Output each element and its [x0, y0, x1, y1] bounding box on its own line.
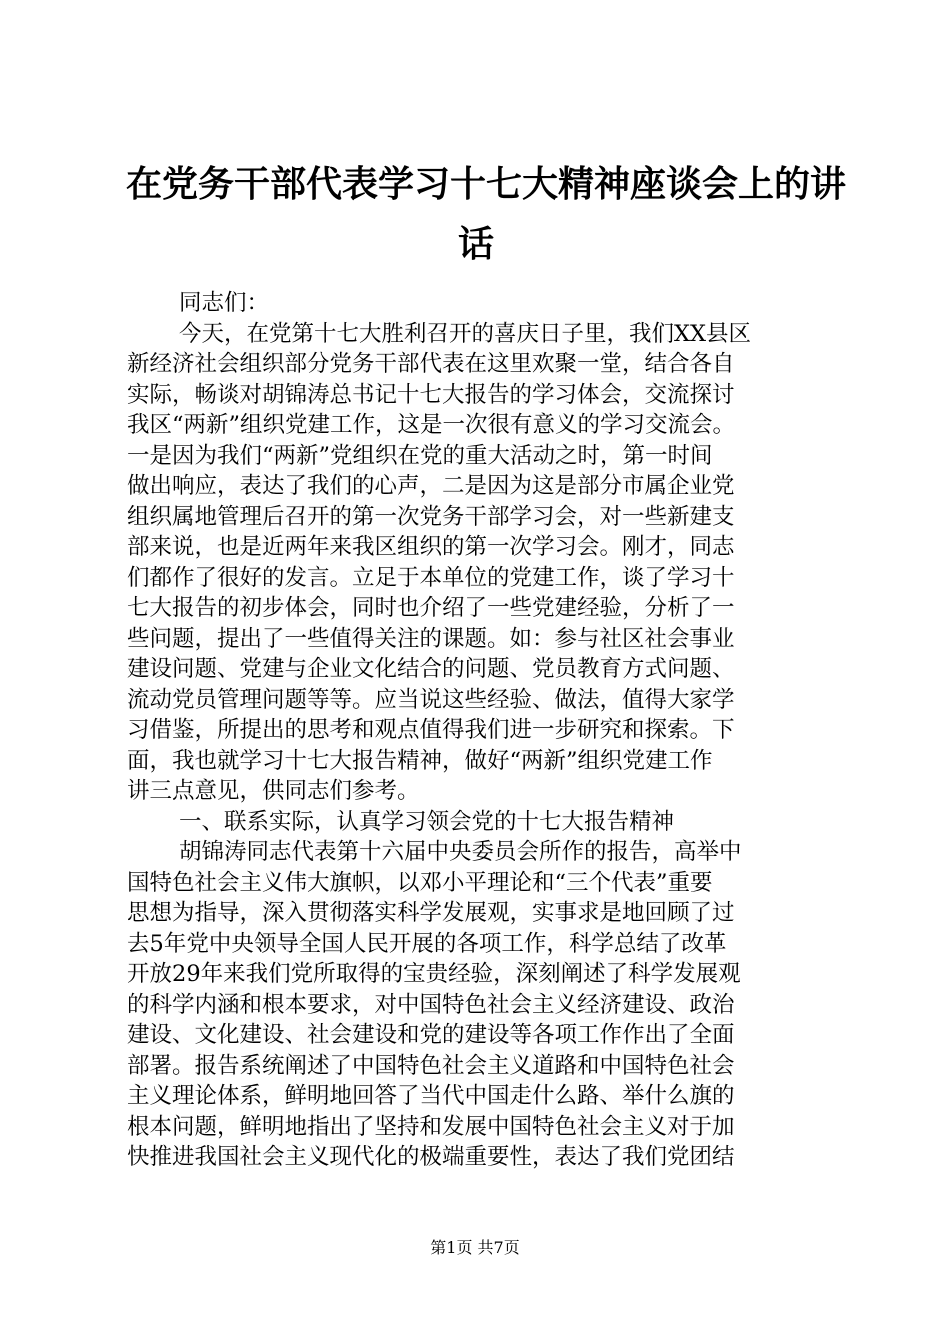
document-title-line-2: 话	[458, 223, 495, 265]
body-line: 建设问题、党建与企业文化结合的问题、党员教育方式问题、	[127, 656, 735, 682]
body-line: 一是因为我们“两新”党组织在党的重大活动之时，第一时间	[127, 442, 713, 469]
salutation: 同志们：	[179, 290, 270, 316]
body-line: 习借鉴，所提出的思考和观点值得我们进一步研究和探索。下	[127, 717, 735, 743]
body-line: 讲三点意见，供同志们参考。	[127, 778, 420, 804]
body-line: 开放29年来我们党所取得的宝贵经验，深刻阐述了科学发展观	[127, 961, 741, 987]
body-line: 流动党员管理问题等等。应当说这些经验、做法，值得大家学	[127, 686, 735, 713]
body-line: 七大报告的初步体会，同时也介绍了一些党建经验，分析了一	[127, 595, 735, 621]
body-line: 部署。报告系统阐述了中国特色社会主义道路和中国特色社会	[127, 1052, 735, 1079]
body-line: 组织属地管理后召开的第一次党务干部学习会，对一些新建支	[127, 503, 735, 530]
body-line: 的科学内涵和根本要求，对中国特色社会主义经济建设、政治	[127, 991, 735, 1018]
body-line: 根本问题，鲜明地指出了坚持和发展中国特色社会主义对于加	[127, 1113, 735, 1140]
body-line: 做出响应，表达了我们的心声，二是因为这是部分市属企业党	[127, 473, 735, 499]
section-heading: 一、联系实际，认真学习领会党的十七大报告精神	[179, 808, 675, 835]
body-line: 我区“两新”组织党建工作，这是一次很有意义的学习交流会。	[127, 412, 736, 438]
document-title-line-1: 在党务干部代表学习十七大精神座谈会上的讲	[126, 163, 847, 205]
body-line: 些问题，提出了一些值得关注的课题。如：参与社区社会事业	[127, 625, 735, 652]
body-line: 思想为指导，深入贯彻落实科学发展观，实事求是地回顾了过	[127, 900, 735, 926]
body-line: 主义理论体系，鲜明地回答了当代中国走什么路、举什么旗的	[127, 1083, 735, 1109]
body-line: 们都作了很好的发言。立足于本单位的党建工作，谈了学习十	[127, 564, 735, 591]
body-line: 面，我也就学习十七大报告精神，做好“两新”组织党建工作	[127, 747, 713, 774]
body-line: 快推进我国社会主义现代化的极端重要性，表达了我们党团结	[127, 1144, 735, 1170]
document-body	[127, 288, 837, 1173]
page-number-footer: 第1页 共7页	[430, 1238, 520, 1257]
body-line: 胡锦涛同志代表第十六届中央委员会所作的报告，高举中	[179, 839, 742, 865]
body-line: 国特色社会主义伟大旗帜，以邓小平理论和“三个代表”重要	[127, 869, 713, 896]
body-line: 部来说，也是近两年来我区组织的第一次学习会。刚才，同志	[127, 534, 735, 560]
body-line: 今天，在党第十七大胜利召开的喜庆日子里，我们XX县区	[179, 320, 752, 347]
body-line: 实际，畅谈对胡锦涛总书记十七大报告的学习体会，交流探讨	[127, 381, 735, 408]
body-line: 新经济社会组织部分党务干部代表在这里欢聚一堂，结合各自	[127, 351, 735, 377]
body-line: 建设、文化建设、社会建设和党的建设等各项工作作出了全面	[127, 1022, 735, 1048]
body-line: 去5年党中央领导全国人民开展的各项工作，科学总结了改革	[127, 930, 727, 957]
